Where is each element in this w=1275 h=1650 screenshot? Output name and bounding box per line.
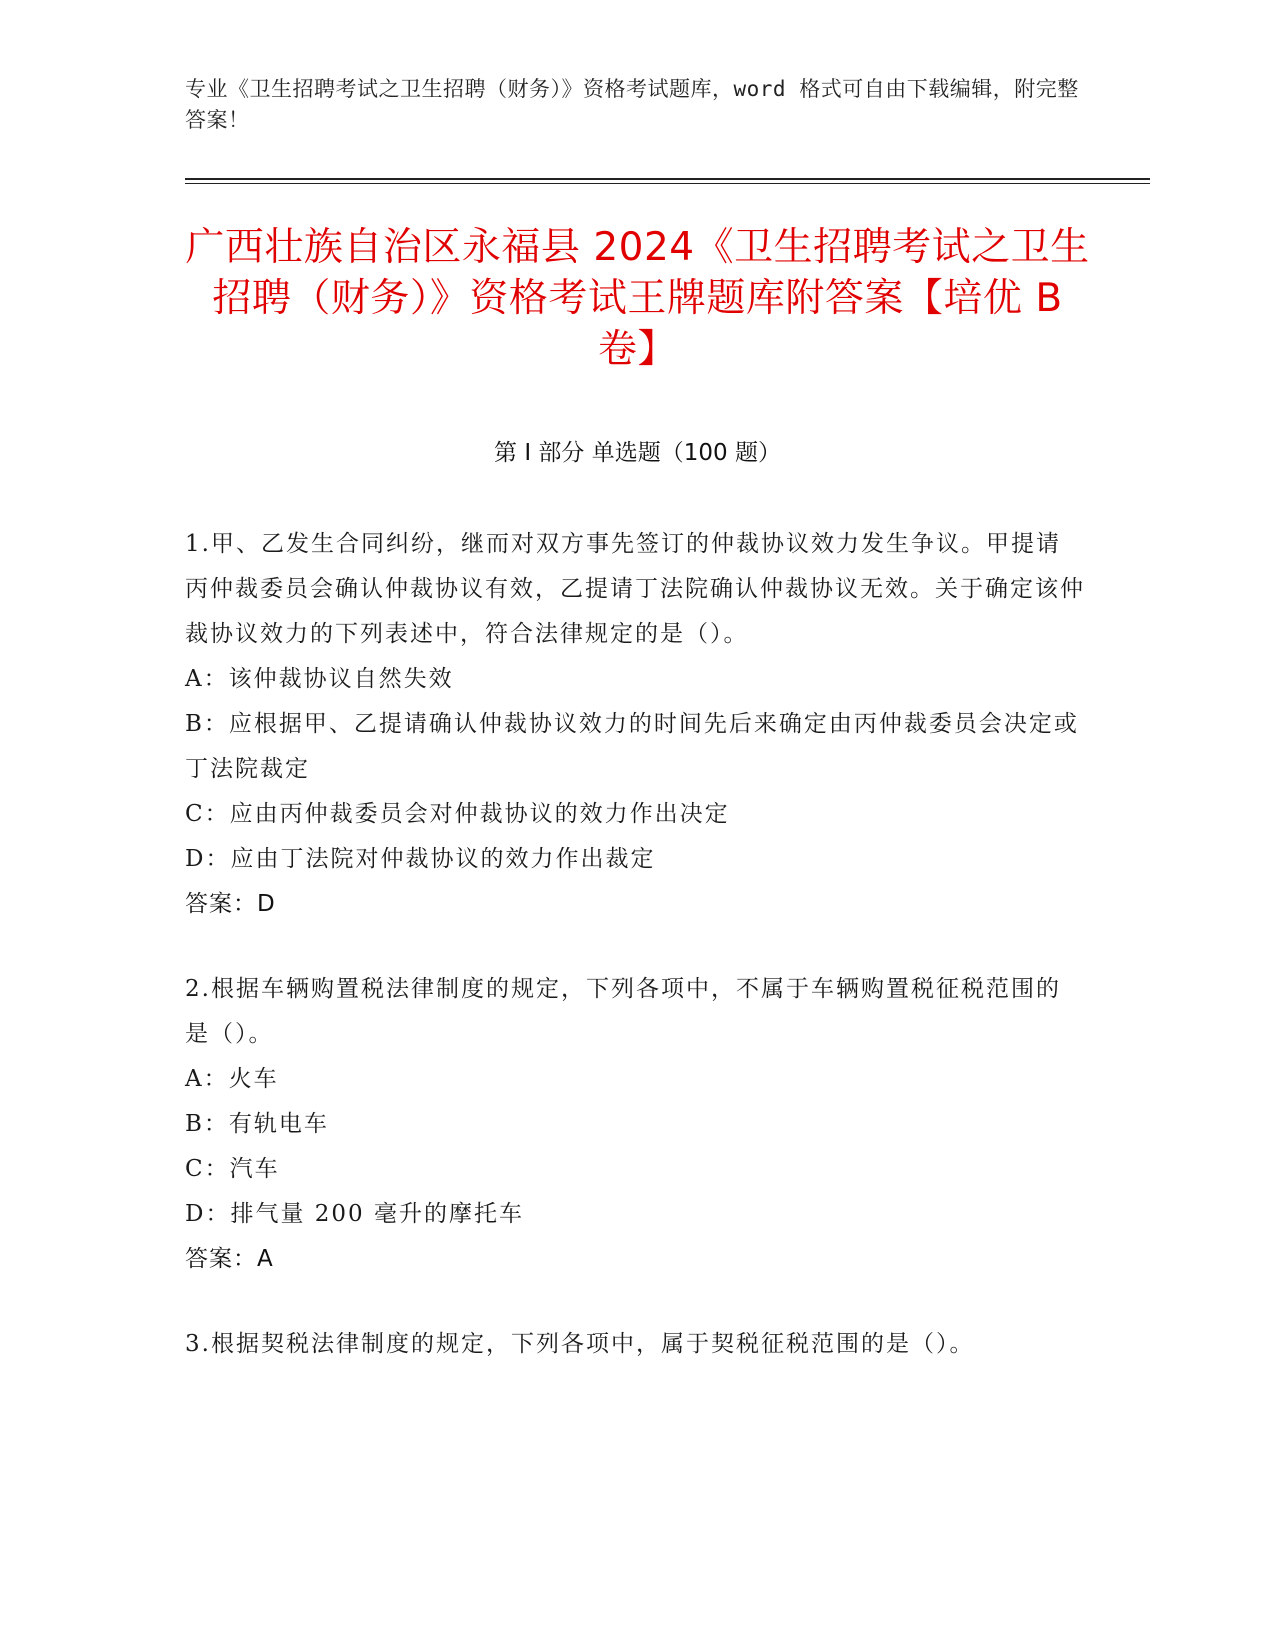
question-3 (185, 1322, 1085, 1367)
question-stem: 2.根据车辆购置税法律制度的规定，下列各项中，不属于车辆购置税征税范围的是（）。 (185, 976, 1061, 1047)
header-divider-thin (185, 183, 1150, 184)
question-2 (185, 967, 1085, 1282)
option-b: B：应根据甲、乙提请确认仲裁协议效力的时间先后来确定由丙仲裁委员会决定或丁法院裁定 (185, 711, 1079, 782)
answer-line: 答案：A (185, 1246, 274, 1272)
answer-line: 答案：D (185, 891, 276, 917)
header-divider (185, 178, 1150, 180)
option-d: D：排气量 200 毫升的摩托车 (185, 1201, 524, 1227)
document-title: 广西壮族自治区永福县 2024《卫生招聘考试之卫生招聘（财务）》资格考试王牌题库附答案【培优 B 卷】 (185, 225, 1090, 372)
option-a: A：该仲裁协议自然失效 (185, 666, 454, 692)
option-c: C：应由丙仲裁委员会对仲裁协议的效力作出决定 (185, 801, 730, 827)
question-stem: 1.甲、乙发生合同纠纷，继而对双方事先签订的仲裁协议效力发生争议。甲提请丙仲裁委员会确认仲裁协议有效，乙提请丁法院确认仲裁协议无效。关于确定该仲裁协议效力的下列表述中，符合法律规定的是（）。 (185, 531, 1085, 647)
question-stem: 3.根据契税法律制度的规定，下列各项中，属于契税征税范围的是（）。 (185, 1331, 975, 1357)
header-note: 专业《卫生招聘考试之卫生招聘（财务）》资格考试题库，word 格式可自由下载编辑，附完整答案！ (185, 77, 1079, 132)
question-list (185, 522, 1085, 1407)
option-c: C：汽车 (185, 1156, 280, 1182)
section-heading: 第 I 部分 单选题（100 题） (494, 440, 781, 466)
option-b: B：有轨电车 (185, 1111, 329, 1137)
option-d: D：应由丁法院对仲裁协议的效力作出裁定 (185, 846, 656, 872)
option-a: A：火车 (185, 1066, 279, 1092)
question-1 (185, 522, 1085, 927)
